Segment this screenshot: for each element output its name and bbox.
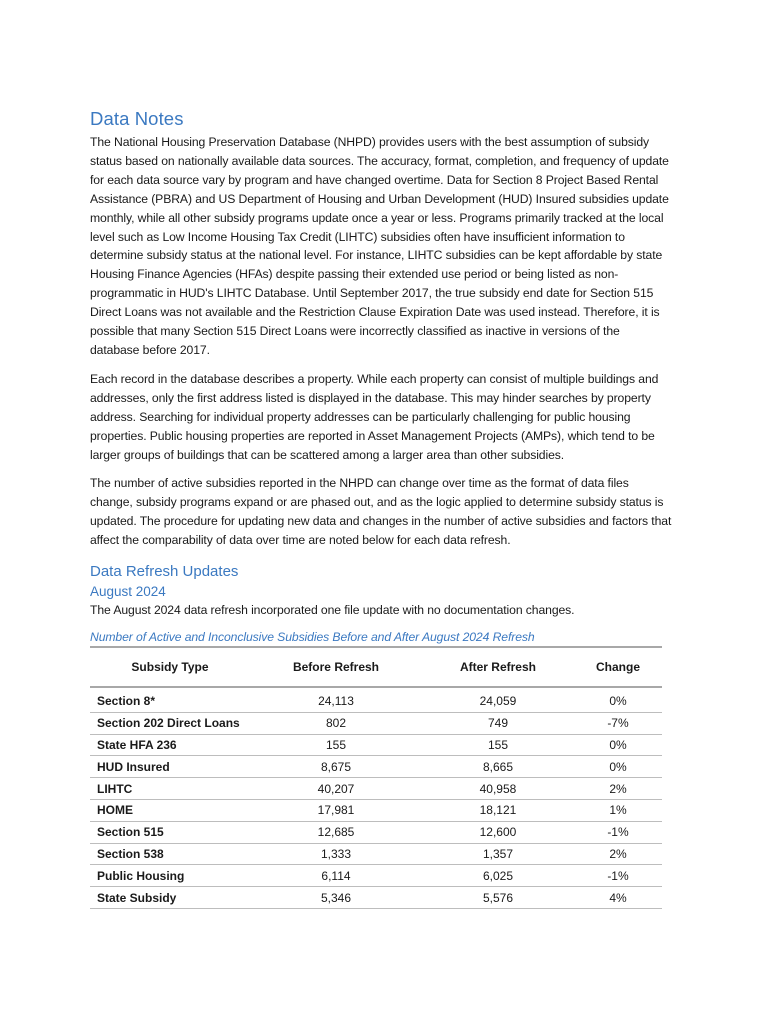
cell-change: 1% xyxy=(574,799,662,821)
header-change: Change xyxy=(574,647,662,687)
document-page xyxy=(90,108,672,909)
cell-subsidy-type: Section 538 xyxy=(90,843,250,865)
cell-change: -1% xyxy=(574,865,662,887)
cell-subsidy-type: Public Housing xyxy=(90,865,250,887)
cell-change: 0% xyxy=(574,756,662,778)
table-row xyxy=(90,778,662,800)
cell-change: 2% xyxy=(574,778,662,800)
cell-before: 155 xyxy=(250,734,422,756)
cell-subsidy-type: HUD Insured xyxy=(90,756,250,778)
cell-after: 12,600 xyxy=(422,821,574,843)
cell-subsidy-type: LIHTC xyxy=(90,778,250,800)
cell-change: -1% xyxy=(574,821,662,843)
cell-after: 40,958 xyxy=(422,778,574,800)
cell-after: 1,357 xyxy=(422,843,574,865)
cell-change: 0% xyxy=(574,687,662,712)
table-row xyxy=(90,843,662,865)
cell-before: 8,675 xyxy=(250,756,422,778)
refresh-date-heading: August 2024 xyxy=(90,584,166,600)
table-header-row xyxy=(90,647,662,687)
cell-before: 802 xyxy=(250,712,422,734)
cell-before: 6,114 xyxy=(250,865,422,887)
cell-subsidy-type: State HFA 236 xyxy=(90,734,250,756)
cell-after: 5,576 xyxy=(422,887,574,909)
cell-change: -7% xyxy=(574,712,662,734)
cell-after: 8,665 xyxy=(422,756,574,778)
cell-before: 40,207 xyxy=(250,778,422,800)
cell-before: 24,113 xyxy=(250,687,422,712)
subsidy-table xyxy=(90,646,662,909)
cell-subsidy-type: Section 515 xyxy=(90,821,250,843)
cell-after: 155 xyxy=(422,734,574,756)
header-before-refresh: Before Refresh xyxy=(250,647,422,687)
table-caption: Number of Active and Inconclusive Subsidies Before and After August 2024 Refresh xyxy=(90,629,535,644)
cell-subsidy-type: Section 202 Direct Loans xyxy=(90,712,250,734)
table-row xyxy=(90,756,662,778)
table-row xyxy=(90,712,662,734)
table-row xyxy=(90,865,662,887)
paragraph-active-subsidies: The number of active subsidies reported in the NHPD can change over time as the format of data files change, subsidy programs expand or are phased out, and as the logic applied to determine subsidy status is updated. The procedure for updating new data and changes in the number of active subsidies and factors that affect the comparability of data over time are noted below for each data refresh. xyxy=(90,476,672,548)
data-refresh-heading: Data Refresh Updates xyxy=(90,563,239,581)
header-after-refresh: After Refresh xyxy=(422,647,574,687)
paragraph-property-records: Each record in the database describes a property. While each property can consist of multiple buildings and addresses, only the first address listed is displayed in the database. This may hinder searches by property address. Searching for individual property addresses can be particularly challenging for public housing properties. Public housing properties are reported in Asset Management Projects (AMPs), which tend to be larger groups of buildings that can be scattered among a larger area than other subsidies. xyxy=(90,371,659,462)
cell-after: 18,121 xyxy=(422,799,574,821)
table-row xyxy=(90,821,662,843)
refresh-description: The August 2024 data refresh incorporated one file update with no documentation changes. xyxy=(90,603,575,618)
table-row xyxy=(90,687,662,712)
cell-before: 1,333 xyxy=(250,843,422,865)
cell-after: 6,025 xyxy=(422,865,574,887)
cell-after: 749 xyxy=(422,712,574,734)
table-row xyxy=(90,799,662,821)
cell-change: 2% xyxy=(574,843,662,865)
table-row xyxy=(90,887,662,909)
cell-after: 24,059 xyxy=(422,687,574,712)
table-row xyxy=(90,734,662,756)
cell-change: 0% xyxy=(574,734,662,756)
data-notes-heading: Data Notes xyxy=(90,108,184,129)
cell-subsidy-type: State Subsidy xyxy=(90,887,250,909)
cell-subsidy-type: HOME xyxy=(90,799,250,821)
cell-change: 4% xyxy=(574,887,662,909)
cell-before: 5,346 xyxy=(250,887,422,909)
cell-before: 12,685 xyxy=(250,821,422,843)
cell-before: 17,981 xyxy=(250,799,422,821)
header-subsidy-type: Subsidy Type xyxy=(90,647,250,687)
paragraph-subsidy-status: The National Housing Preservation Database (NHPD) provides users with the best assumption of subsidy status based on nationally available data sources. The accuracy, format, completion, and frequency of update for each data source vary by program and have changed overtime. Data for Section 8 Project Based Rental Assistance (PBRA) and US Department of Housing and Urban Development (HUD) Insured subsidies update monthly, while all other subsidy programs update once a year or less. Programs primarily tracked at the local level such as Low Income Housing Tax Credit (LIHTC) subsidies often have insufficient information to determine subsidy status at the national level. For instance, LIHTC subsidies can be kept affordable by state Housing Finance Agencies (HFAs) despite passing their extended use period or being listed as non-programmatic in HUD's LIHTC Database. Until September 2017, the true subsidy end date for Section 515 Direct Loans was not available and the Restriction Clause Expiration Date was used instead. Therefore, it is possible that many Section 515 Direct Loans were incorrectly classified as inactive in versions of the database before 2017. xyxy=(90,135,669,357)
cell-subsidy-type: Section 8* xyxy=(90,687,250,712)
